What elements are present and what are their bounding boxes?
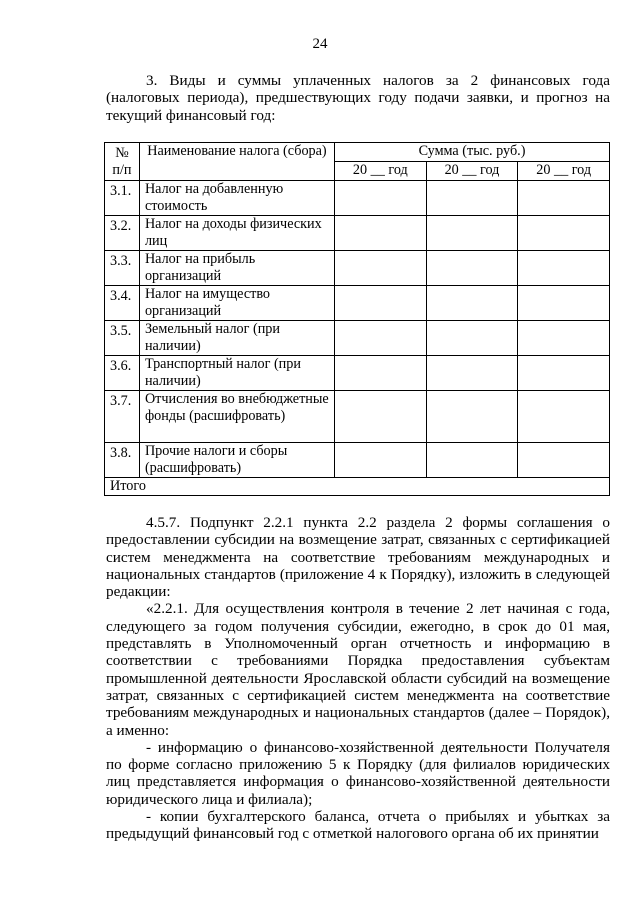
empty-cell bbox=[335, 443, 427, 478]
row-name: Отчисления во внебюджетные фонды (расшифровать) bbox=[139, 391, 334, 443]
header-num: № п/п bbox=[105, 143, 140, 181]
row-num: 3.1. bbox=[105, 181, 140, 216]
row-name: Налог на добавленную стоимость bbox=[139, 181, 334, 216]
row-name: Прочие налоги и сборы (расшифровать) bbox=[139, 443, 334, 478]
table-row bbox=[105, 251, 610, 286]
header-name: Наименование налога (сбора) bbox=[139, 143, 334, 181]
empty-cell bbox=[518, 443, 610, 478]
table-row bbox=[105, 443, 610, 478]
tax-table bbox=[104, 142, 610, 496]
row-num: 3.7. bbox=[105, 391, 140, 443]
paragraph: - копии бухгалтерского баланса, отчета о прибылях и убытках за предыдущий финансовый год с отметкой налогового органа об их принятии bbox=[106, 808, 610, 843]
row-num: 3.4. bbox=[105, 286, 140, 321]
empty-cell bbox=[335, 286, 427, 321]
empty-cell bbox=[335, 181, 427, 216]
row-name: Транспортный налог (при наличии) bbox=[139, 356, 334, 391]
header-year: 20 __ год bbox=[426, 162, 518, 181]
table-row bbox=[105, 286, 610, 321]
row-num: 3.8. bbox=[105, 443, 140, 478]
row-num: 3.2. bbox=[105, 216, 140, 251]
empty-cell bbox=[518, 251, 610, 286]
empty-cell bbox=[335, 251, 427, 286]
empty-cell bbox=[426, 286, 518, 321]
page-number: 24 bbox=[312, 36, 328, 52]
total-label: Итого bbox=[105, 478, 610, 496]
row-name: Налог на имущество организаций bbox=[139, 286, 334, 321]
empty-cell bbox=[518, 216, 610, 251]
empty-cell bbox=[335, 321, 427, 356]
empty-cell bbox=[426, 251, 518, 286]
empty-cell bbox=[335, 356, 427, 391]
empty-cell bbox=[518, 286, 610, 321]
header-sum: Сумма (тыс. руб.) bbox=[335, 143, 610, 162]
paragraph: «2.2.1. Для осуществления контроля в течение 2 лет начиная с года, следующего за годом получения субсидии, ежегодно, в срок до 01 мая, представлять в Уполномоченный орган отчетность и информацию в соответствии с требованиями Порядка предоставления субъектам промышленной деятельности Ярославской области субсидий на возмещение затрат, связанных с сертификацией систем менеджмента на соответствие требованиям международных и национальных стандартов (далее – Порядок), а именно: bbox=[106, 600, 610, 739]
total-row bbox=[105, 478, 610, 496]
empty-cell bbox=[518, 391, 610, 443]
header-year: 20 __ год bbox=[335, 162, 427, 181]
row-num: 3.6. bbox=[105, 356, 140, 391]
empty-cell bbox=[518, 181, 610, 216]
empty-cell bbox=[518, 356, 610, 391]
table-row bbox=[105, 321, 610, 356]
paragraph: - информацию о финансово-хозяйственной деятельности Получателя по форме согласно приложению 5 к Порядку (для филиалов юридических лиц представляется информация о финансово-хозяйственной деятельности юридического лица и филиала); bbox=[106, 738, 610, 808]
empty-cell bbox=[426, 443, 518, 478]
empty-cell bbox=[426, 391, 518, 443]
body-text bbox=[106, 514, 610, 843]
empty-cell bbox=[426, 356, 518, 391]
empty-cell bbox=[426, 181, 518, 216]
empty-cell bbox=[335, 216, 427, 251]
empty-cell bbox=[426, 216, 518, 251]
table-row bbox=[105, 181, 610, 216]
table-row bbox=[105, 391, 610, 443]
table-row bbox=[105, 216, 610, 251]
table-row bbox=[105, 356, 610, 391]
empty-cell bbox=[335, 391, 427, 443]
row-num: 3.5. bbox=[105, 321, 140, 356]
empty-cell bbox=[426, 321, 518, 356]
row-num: 3.3. bbox=[105, 251, 140, 286]
header-year: 20 __ год bbox=[518, 162, 610, 181]
paragraph: 4.5.7. Подпункт 2.2.1 пункта 2.2 раздела 2 формы соглашения о предоставлении субсидии на возмещение затрат, связанных с сертификацией систем менеджмента на соответствие требованиям международных и национальных стандартов (приложение 4 к Порядку), изложить в следующей редакции: bbox=[106, 514, 610, 601]
intro-paragraph: 3. Виды и суммы уплаченных налогов за 2 финансовых года (налоговых периода), предшествующих году подачи заявки, и прогноз на текущий финансовый год: bbox=[106, 72, 610, 124]
empty-cell bbox=[518, 321, 610, 356]
row-name: Земельный налог (при наличии) bbox=[139, 321, 334, 356]
row-name: Налог на доходы физических лиц bbox=[139, 216, 334, 251]
row-name: Налог на прибыль организаций bbox=[139, 251, 334, 286]
